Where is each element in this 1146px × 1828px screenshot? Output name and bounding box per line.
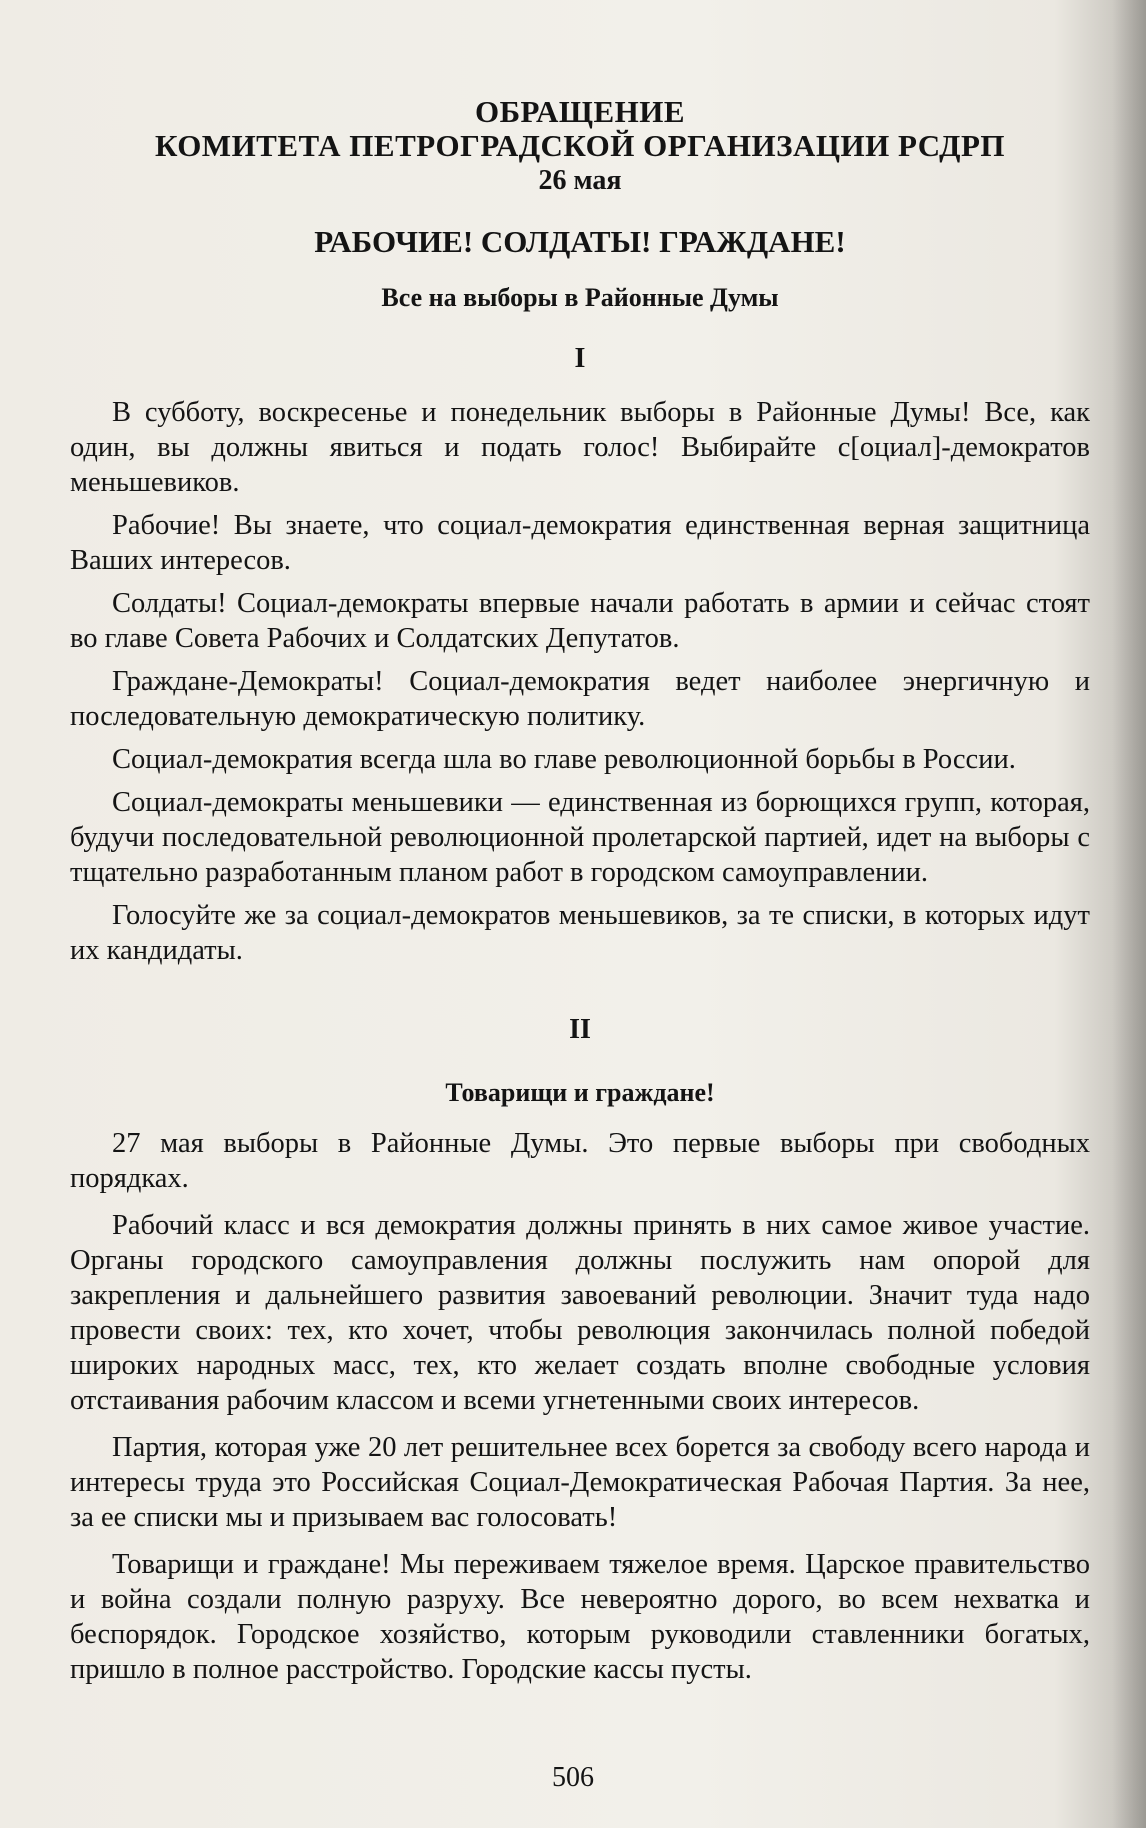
section-1-paragraph: В субботу, воскресенье и понедельник выборы в Районные Думы! Все, как один, вы должны явиться и подать голос! Выбирайте с[оциал]-демократов меньшевиков. — [70, 397, 1090, 498]
page-number: 506 — [552, 1762, 594, 1793]
section-1-paragraph: Граждане-Демократы! Социал-демократия ведет наиболее энергичную и последовательную демократическую политику. — [70, 666, 1090, 732]
section-1-paragraph: Рабочие! Вы знаете, что социал-демократия единственная верная защитница Ваших интересов. — [70, 510, 1090, 576]
section-1 — [70, 395, 1090, 968]
document-title-line-1: ОБРАЩЕНИЕ — [474, 94, 686, 129]
section-1-paragraph: Солдаты! Социал-демократы впервые начали работать в армии и сейчас стоят во главе Совета Рабочих и Солдатских Депутатов. — [70, 588, 1090, 654]
document-body — [70, 95, 1090, 1699]
section-2-heading: Товарищи и граждане! — [445, 1078, 715, 1107]
section-2-numeral: II — [569, 1014, 591, 1045]
section-2-paragraph: Партия, которая уже 20 лет решительнее всех борется за свободу всего народа и интересы труда это Российская Социал-Демократическая Рабочая Партия. За нее, за ее списки мы и призываем вас голосовать! — [70, 1432, 1090, 1533]
document-title-line-2: КОМИТЕТА ПЕТРОГРАДСКОЙ ОРГАНИЗАЦИИ РСДРП — [154, 128, 1005, 163]
section-1-paragraph: Социал-демократы меньшевики — единственная из борющихся групп, которая, будучи последовательной революционной пролетарской партией, идет на выборы с тщательно разработанным планом работ в городском самоуправлении. — [70, 787, 1090, 888]
document-date: 26 мая — [538, 165, 622, 196]
document-call: РАБОЧИЕ! СОЛДАТЫ! ГРАЖДАНЕ! — [314, 224, 846, 259]
section-2-paragraph: Товарищи и граждане! Мы переживаем тяжелое время. Царское правительство и война создали полную разруху. Все невероятно дорого, во всем нехватка и беспорядок. Городское хозяйство, которым руководили ставленники богатых, пришло в полное расстройство. Городские кассы пусты. — [70, 1549, 1090, 1685]
section-1-paragraph: Социал-демократия всегда шла во главе революционной борьбы в России. — [112, 744, 1016, 775]
page-edge-shadow — [1112, 0, 1146, 1828]
document-subtitle: Все на выборы в Районные Думы — [381, 283, 779, 312]
section-2-paragraph: Рабочий класс и вся демократия должны принять в них самое живое участие. Органы городского самоуправления должны послужить нам опорой для закрепления и дальнейшего развития завоеваний революции. Значит туда надо провести своих: тех, кто хочет, чтобы революция закончилась полной победой широких народных масс, тех, кто желает создать вполне свободные условия отстаивания рабочим классом и всеми угнетенными своих интересов. — [70, 1210, 1090, 1416]
section-1-paragraph: Голосуйте же за социал-демократов меньшевиков, за те списки, в которых идут их кандидаты. — [70, 900, 1090, 966]
section-2-paragraph: 27 мая выборы в Районные Думы. Это первые выборы при свободных порядках. — [70, 1128, 1090, 1194]
section-1-numeral: I — [574, 343, 586, 374]
section-2 — [70, 1126, 1090, 1687]
